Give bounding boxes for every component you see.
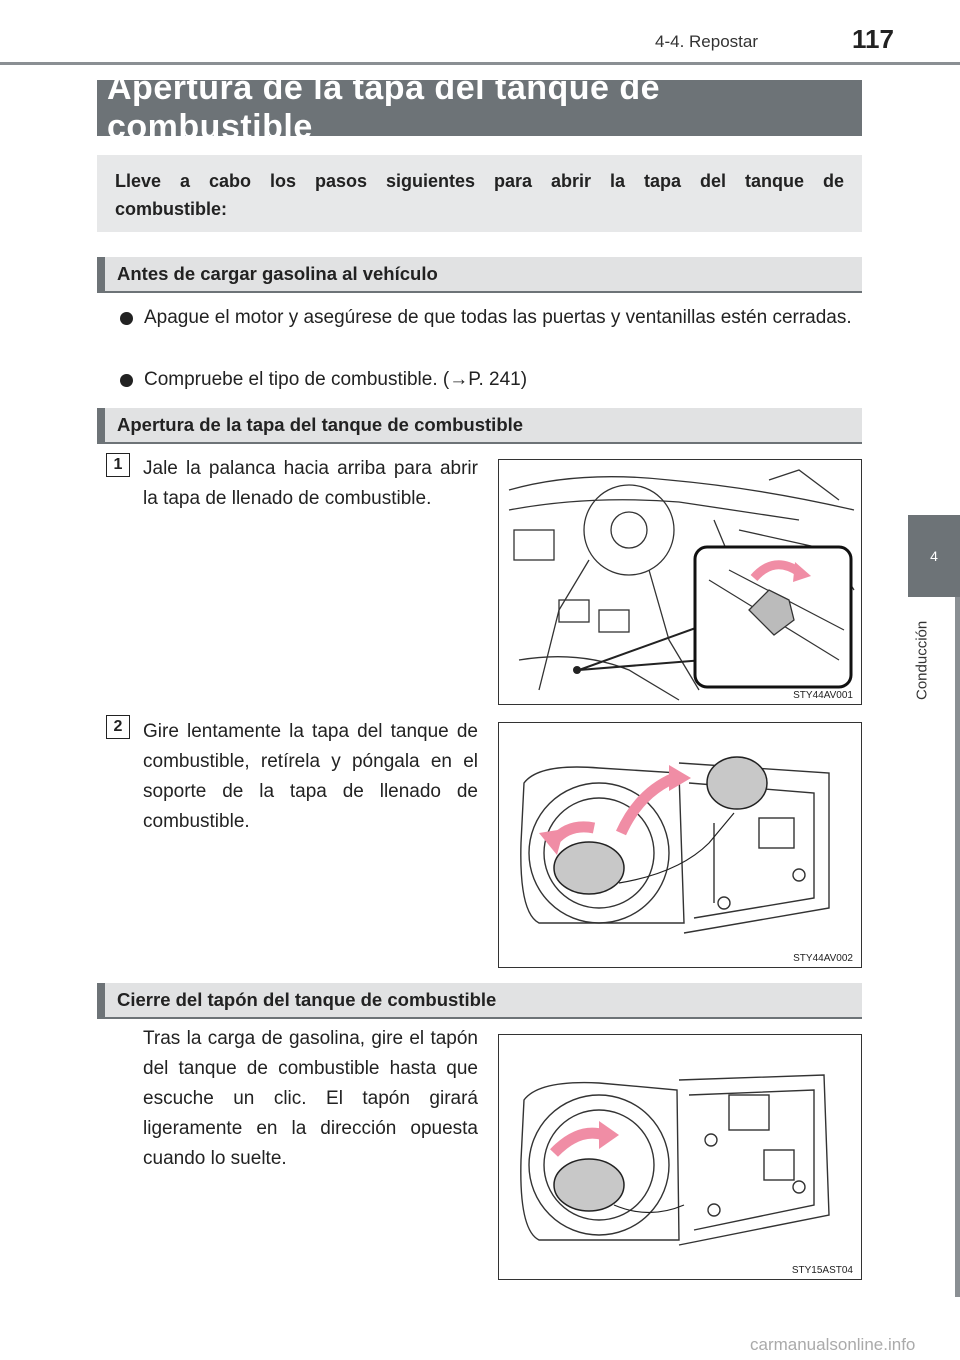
subheading-open-cap: Apertura de la tapa del tanque de combustible (97, 408, 862, 444)
header-rule (0, 62, 960, 65)
step-text: Gire lentamente la tapa del tanque de combustible, retírela y póngala en el soporte de la tapa de llenado de combustible. (143, 721, 478, 832)
bullet-item (120, 365, 860, 395)
step-text: Jale la palanca hacia arriba para abrir la tapa de llenado de combustible. (143, 458, 478, 509)
figure-remove-cap (498, 722, 862, 968)
chapter-tab[interactable] (908, 515, 960, 597)
figure-lever (498, 459, 862, 705)
intro-box: Lleve a cabo los pasos siguientes para abrir la tapa del tanque de combustible: (97, 155, 862, 232)
chapter-number: 4 (930, 548, 938, 564)
close-text: Tras la carga de gasolina, gire el tapón del tanque de combustible hasta que escuche un clic. El tapón girará ligeramente en la dirección opuesta cuando lo suelte. (143, 1028, 478, 1169)
page-number: 117 (852, 24, 894, 54)
bullet-text: Compruebe el tipo de combustible. (→P. 241) (144, 369, 528, 390)
page-title: Apertura de la tapa del tanque de combustible (97, 80, 862, 136)
watermark: carmanualsonline.info (750, 1335, 916, 1354)
fuel-door-open-illustration (499, 723, 861, 967)
bullet-item (120, 303, 860, 333)
bullet-icon (120, 374, 133, 387)
subheading-close-cap: Cierre del tapón del tanque de combustible (97, 983, 862, 1019)
figure-code: STY44AV002 (793, 953, 853, 964)
bullet-text: Apague el motor y asegúrese de que todas las puertas y ventanillas estén cerradas. (144, 307, 852, 328)
chapter-label: Conducción (913, 620, 931, 700)
figure-code: STY15AST04 (791, 1265, 853, 1276)
header-section: 4-4. Repostar (655, 32, 758, 51)
side-rule (955, 597, 960, 1297)
figure-close-cap (498, 1034, 862, 1280)
subheading-before-refuel: Antes de cargar gasolina al vehículo (97, 257, 862, 293)
step-number: 1 (106, 453, 130, 477)
dashboard-lever-illustration (499, 460, 861, 704)
figure-code: STY44AV001 (793, 690, 853, 701)
bullet-icon (120, 312, 133, 325)
fuel-cap-close-illustration (499, 1035, 861, 1279)
step-number: 2 (106, 715, 130, 739)
